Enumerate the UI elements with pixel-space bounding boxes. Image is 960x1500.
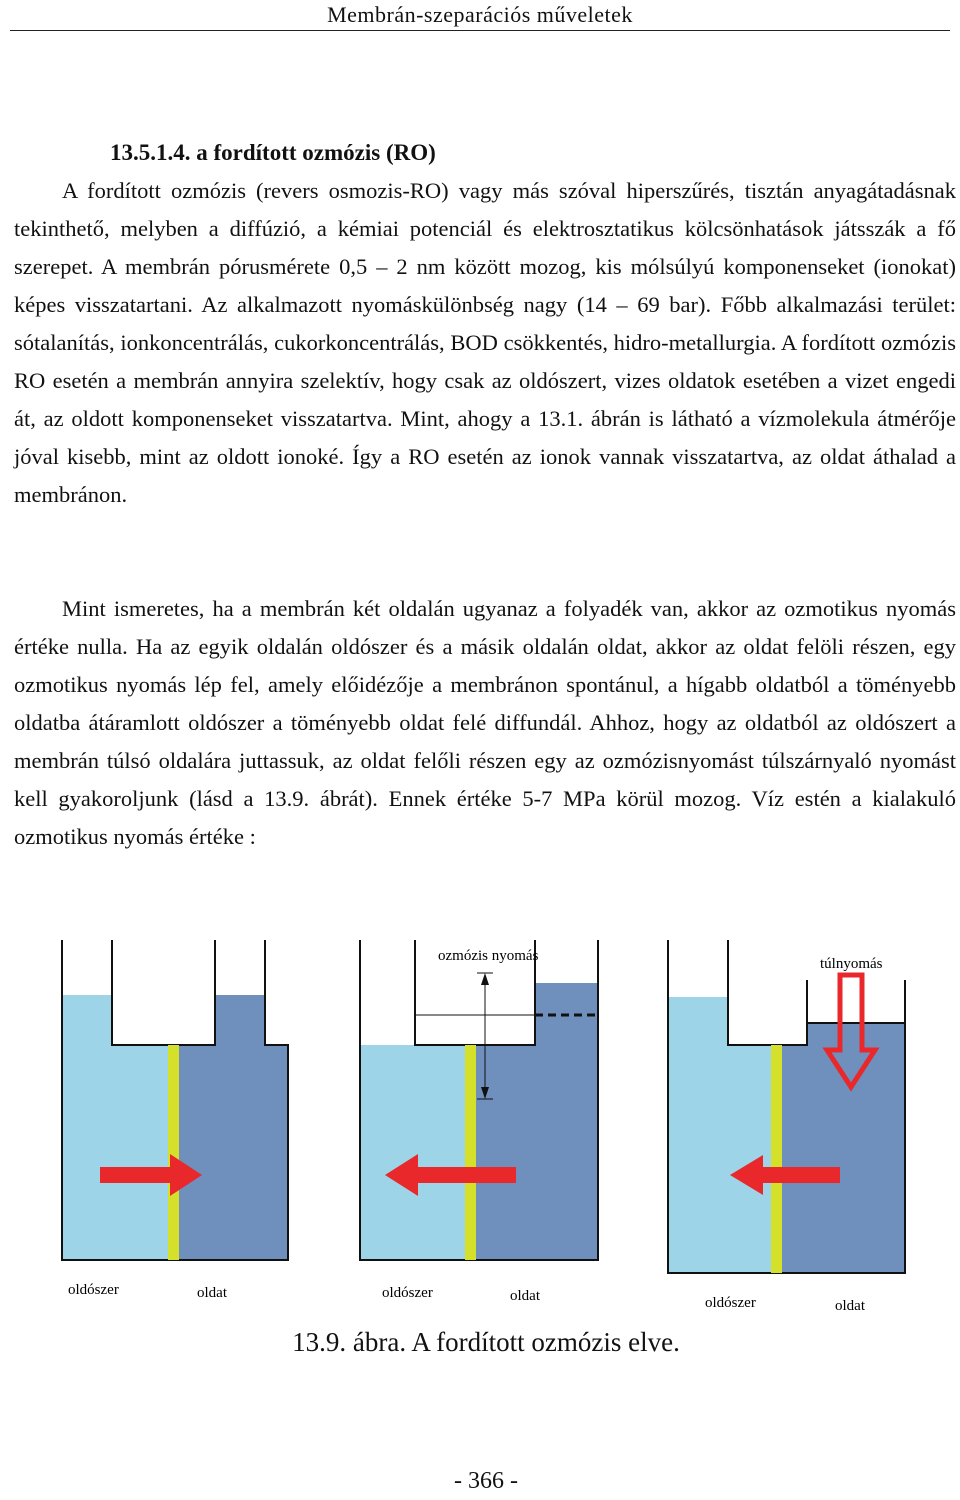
paragraph-2: Mint ismeretes, ha a membrán két oldalán ugyanaz a folyadék van, akkor az ozmotikus nyomás értéke nulla. Ha az egyik oldalán oldószer és a másik oldalán oldat, akkor az oldat felöli részen, egy ozmotikus nyomás lép fel, amely előidézője a membránon spontánul, a hígabb oldatból a töményebb oldatba átáramlott oldószer a töményebb oldat felé diffundál. Ahhoz, hogy az oldatból az oldószert a membrán túlsó oldalára juttassuk, az oldat felőli részen egy az ozmózisnyomást túlszárnyaló nyomást kell gyakoroljunk (lásd a 13.9. ábrát). Ennek értéke 5-7 MPa körül mozog. Víz estén a kialakuló ozmotikus nyomás értéke : (14, 596, 956, 849)
osmotic-pressure-label: ozmózis nyomás (438, 948, 539, 964)
paragraph-1: A fordított ozmózis (revers osmozis-RO) vagy más szóval hiperszűrés, tisztán anyagátadásnak tekinthető, melyben a diffúzió, a kémiai potenciál és elektrosztatikus kölcsönhatások játsszák a fő szerepet. A membrán pórusmérete 0,5 – 2 nm között mozog, kis mólsúlyú komponenseket (ionokat) képes visszatartani. Az alkalmazott nyomáskülönbség nagy (14 – 69 bar). Főbb alkalmazási terület: sótalanítás, ionkoncentrálás, cukorkoncentrálás, BOD csökkentés, hidro-metallurgia. A fordított ozmózis RO esetén a membrán annyira szelektív, hogy csak az oldószert, vizes oldatok esetében a vizet engedi át, az oldott komponenseket visszatartva. Mint, ahogy a 13.1. ábrán is látható a vízmolekula átmérője jóval kisebb, mint az oldott ionoké. Így a RO esetén az ionok vannak visszatartva, az oldat áthalad a membránon. (14, 178, 956, 507)
panel-3-membrane (771, 1045, 782, 1273)
panel-3-solution-column (807, 1023, 905, 1045)
panel-2-dimension-arrow-top (481, 973, 489, 985)
reverse-osmosis-figure (40, 935, 940, 1320)
panel-3-reverse-osmosis (668, 940, 905, 1314)
panel-2-membrane (465, 1045, 476, 1260)
panel-2-solution-label: oldat (510, 1288, 540, 1304)
running-header: Membrán-szeparációs műveletek (327, 2, 633, 27)
panel-1-solution-column (215, 995, 265, 1045)
panel-1-solution-label: oldat (197, 1285, 227, 1301)
panel-1-solution-body (175, 1045, 288, 1260)
panel-2-solvent-label: oldószer (382, 1285, 433, 1301)
header-rule (10, 30, 950, 31)
panel-1-membrane (168, 1045, 179, 1260)
panel-3-solvent-label: oldószer (705, 1295, 756, 1311)
panel-3-solvent-column (668, 997, 728, 1045)
panel-1-equilibrium-start (62, 940, 288, 1301)
overpressure-label: túlnyomás (820, 956, 883, 972)
panel-1-solvent-column (62, 995, 112, 1045)
figure-caption: 13.9. ábra. A fordított ozmózis elve. (292, 1327, 680, 1357)
panel-2-solution-body (471, 1045, 598, 1260)
page-number: - 366 - (454, 1468, 518, 1494)
section-heading: 13.5.1.4. a fordított ozmózis (RO) (110, 140, 436, 165)
panel-1-solvent-body (62, 1045, 172, 1260)
panel-1-solvent-label: oldószer (68, 1282, 119, 1298)
panel-3-solution-label: oldat (835, 1298, 865, 1314)
panel-2-solvent-body (360, 1045, 468, 1260)
panel-2-osmotic-pressure (360, 940, 598, 1304)
panel-3-solution-body (777, 1045, 905, 1273)
